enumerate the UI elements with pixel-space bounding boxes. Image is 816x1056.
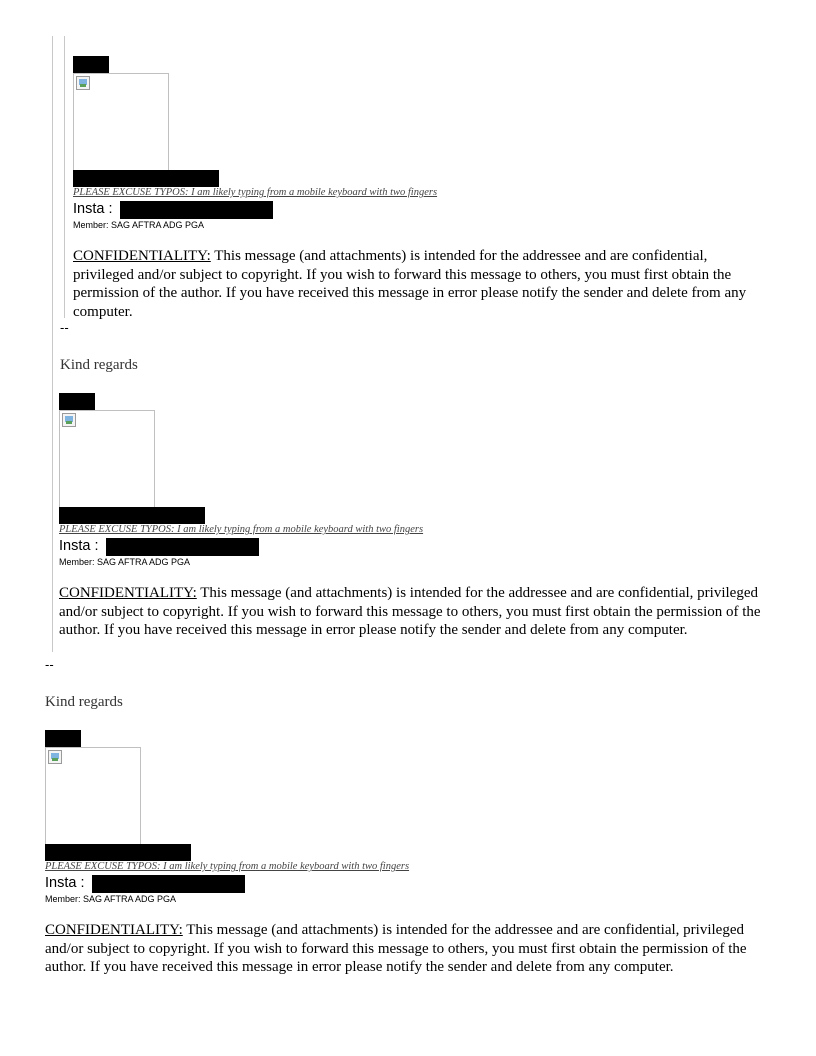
confidentiality-label: CONFIDENTIALITY: bbox=[59, 585, 197, 601]
redacted-title bbox=[59, 507, 205, 524]
redacted-name bbox=[59, 393, 95, 410]
separator: -- bbox=[45, 657, 54, 672]
typos-note-link[interactable]: PLEASE EXCUSE TYPOS: I am likely typing from a mobile keyboard with two fingers bbox=[45, 861, 410, 872]
insta-label-text: Insta : bbox=[73, 201, 113, 217]
member-line: Member: SAG AFTRA ADG PGA bbox=[59, 557, 191, 567]
broken-image-icon bbox=[76, 76, 90, 90]
broken-image-icon bbox=[48, 750, 62, 764]
quote-bar-inner bbox=[64, 36, 65, 318]
confidentiality-text: This message (and attachments) is intended for the addressee and are confidential, privileged and/or subject to copyright. If you wish to forward this message to others, you must first obtain the permission of the author. If you have received this message in error please notify the sender and delete from any computer. bbox=[73, 248, 747, 320]
redacted-name bbox=[73, 56, 109, 73]
typos-note-link[interactable]: PLEASE EXCUSE TYPOS: I am likely typing from a mobile keyboard with two fingers bbox=[73, 187, 438, 198]
member-line: Member: SAG AFTRA ADG PGA bbox=[73, 220, 205, 230]
insta-label bbox=[59, 538, 99, 554]
redacted-title bbox=[45, 844, 191, 861]
signature-image bbox=[73, 73, 169, 171]
confidentiality-notice bbox=[73, 247, 763, 321]
confidentiality-notice bbox=[45, 921, 775, 977]
quote-bar-middle bbox=[52, 330, 53, 652]
separator: -- bbox=[60, 320, 69, 335]
confidentiality-label: CONFIDENTIALITY: bbox=[73, 248, 211, 264]
redacted-insta-handle[interactable] bbox=[92, 875, 245, 893]
signature-image bbox=[59, 410, 155, 508]
quote-bar-outer bbox=[52, 36, 53, 330]
confidentiality-notice bbox=[59, 584, 763, 640]
confidentiality-text: This message (and attachments) is intended for the addressee and are confidential, privileged and/or subject to copyright. If you wish to forward this message to others, you must first obtain the permission of the author. If you have received this message in error please notify the sender and delete from any computer. bbox=[59, 585, 761, 638]
redacted-title bbox=[73, 170, 219, 187]
redacted-insta-handle[interactable] bbox=[120, 201, 273, 219]
confidentiality-text: This message (and attachments) is intended for the addressee and are confidential, privileged and/or subject to copyright. If you wish to forward this message to others, you must first obtain the permission of the author. If you have received this message in error please notify the sender and delete from any computer. bbox=[45, 922, 747, 975]
insta-label bbox=[73, 201, 113, 217]
redacted-insta-handle[interactable] bbox=[106, 538, 259, 556]
confidentiality-label: CONFIDENTIALITY: bbox=[45, 922, 183, 938]
closing-text: Kind regards bbox=[45, 694, 123, 710]
insta-label bbox=[45, 875, 85, 891]
insta-label-text: Insta : bbox=[45, 875, 85, 891]
redacted-name bbox=[45, 730, 81, 747]
broken-image-icon bbox=[62, 413, 76, 427]
insta-label-text: Insta : bbox=[59, 538, 99, 554]
member-line: Member: SAG AFTRA ADG PGA bbox=[45, 894, 177, 904]
closing-text: Kind regards bbox=[60, 357, 138, 373]
signature-image bbox=[45, 747, 141, 845]
typos-note-link[interactable]: PLEASE EXCUSE TYPOS: I am likely typing from a mobile keyboard with two fingers bbox=[59, 524, 424, 535]
